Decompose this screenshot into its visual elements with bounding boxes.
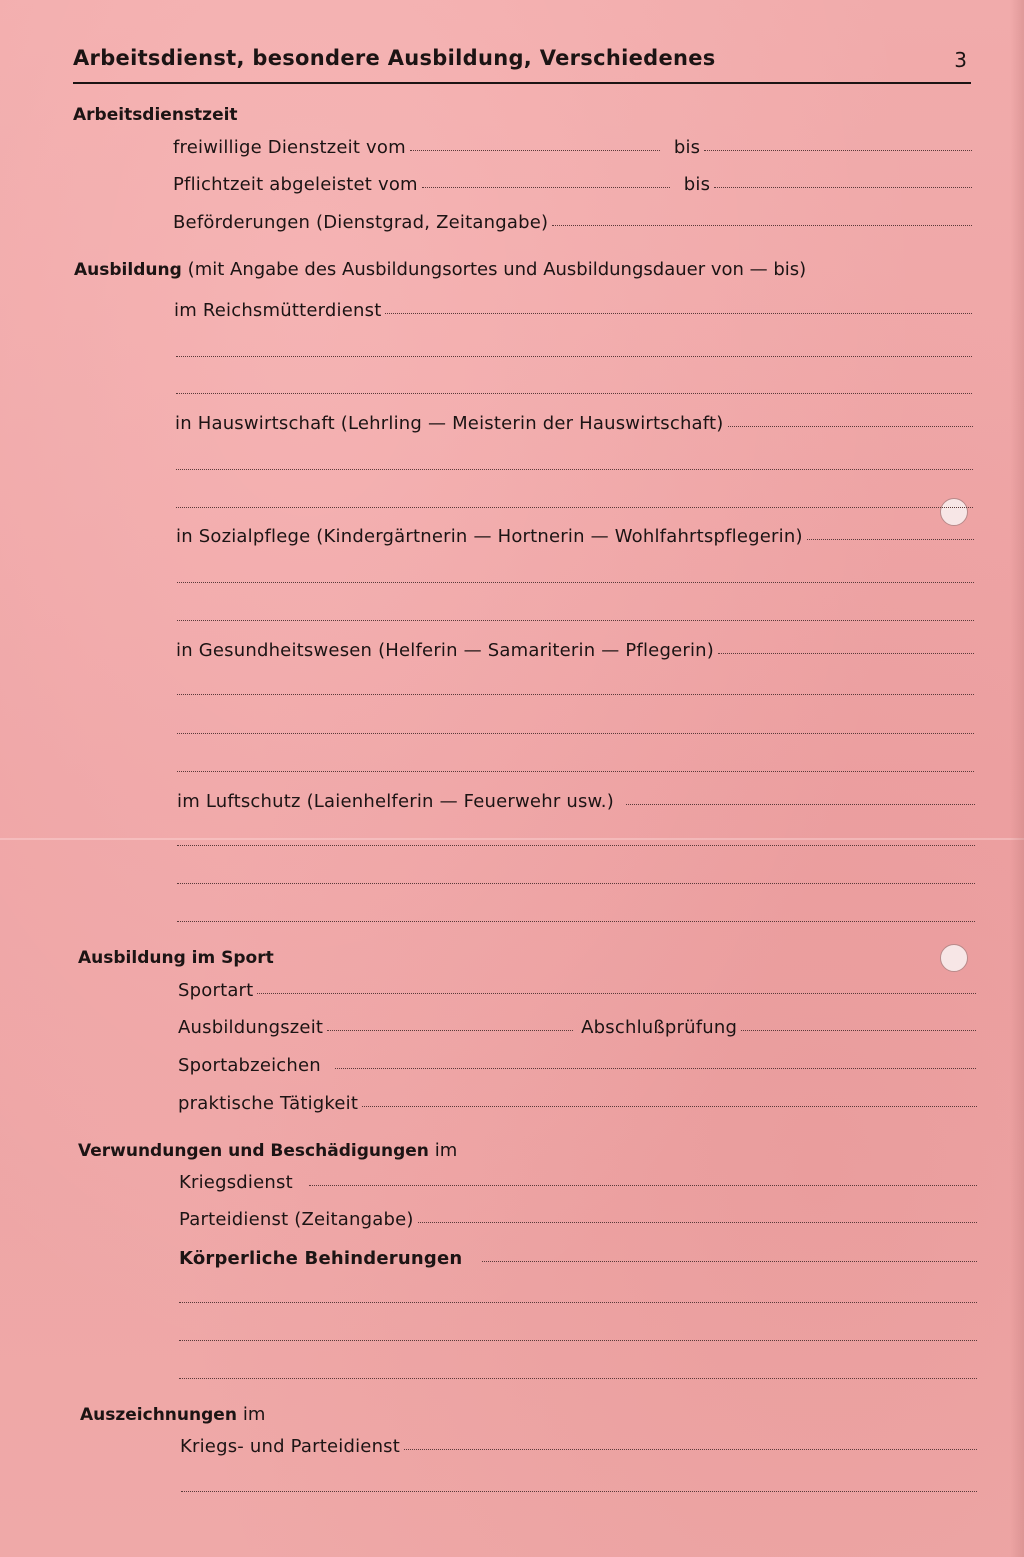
praktische-taetigkeit-row — [178, 1093, 977, 1114]
section-heading-note: (mit Angabe des Ausbildungsortes und Ausbildungsdauer von — bis) — [187, 259, 807, 280]
section-heading-text: Ausbildung im Sport — [78, 948, 274, 968]
koerperliche-behinderungen-label: Körperliche Behinderungen — [179, 1248, 463, 1269]
auszeichnungen-line-2[interactable] — [181, 1491, 977, 1492]
luftschutz-field[interactable] — [626, 804, 975, 805]
page-number: 3 — [954, 48, 967, 72]
kriegs-parteidienst-label: Kriegs- und Parteidienst — [180, 1436, 401, 1457]
section-heading-suffix: im — [242, 1404, 266, 1425]
kriegsdienst-field[interactable] — [309, 1185, 977, 1186]
gesundheitswesen-line-2[interactable] — [177, 694, 974, 695]
bis-label: bis — [683, 174, 711, 195]
praktische-taetigkeit-label: praktische Tätigkeit — [178, 1093, 359, 1114]
freiwillige-dienstzeit-row — [173, 137, 972, 158]
pflicht-vom-field[interactable] — [422, 187, 670, 188]
hauswirtschaft-field[interactable] — [728, 426, 974, 427]
abschlusspruefung-label: Abschlußprüfung — [581, 1017, 738, 1038]
freiwillige-dienstzeit-label: freiwillige Dienstzeit vom — [173, 137, 406, 158]
koerperliche-behinderungen-row — [179, 1248, 977, 1269]
page-title: Arbeitsdienst, besondere Ausbildung, Verschiedenes — [73, 46, 716, 70]
sozialpflege-field[interactable] — [807, 539, 974, 540]
luftschutz-line-2[interactable] — [177, 845, 975, 846]
befoerderungen-field[interactable] — [552, 225, 972, 226]
behinderungen-line-2[interactable] — [179, 1302, 977, 1303]
reichsmuetterdienst-field[interactable] — [385, 313, 972, 314]
sportart-row — [178, 980, 976, 1001]
pflichtzeit-row — [173, 174, 972, 195]
page-header — [73, 44, 971, 84]
section-arbeitsdienst-heading — [73, 105, 238, 125]
ausbildungszeit-field[interactable] — [327, 1030, 573, 1031]
parteidienst-row — [179, 1209, 977, 1230]
section-heading-text: Auszeichnungen — [80, 1405, 237, 1425]
freiwillig-bis-field[interactable] — [704, 150, 972, 151]
punch-hole-bottom — [940, 944, 968, 972]
gesundheitswesen-line-3[interactable] — [177, 733, 974, 734]
freiwillig-vom-field[interactable] — [410, 150, 660, 151]
befoerderungen-label: Beförderungen (Dienstgrad, Zeitangabe) — [173, 212, 549, 233]
praktische-taetigkeit-field[interactable] — [362, 1106, 977, 1107]
punch-hole-top — [940, 498, 968, 526]
ausbildung-hauswirtschaft-row — [175, 413, 973, 434]
sportabzeichen-field[interactable] — [335, 1068, 976, 1069]
paper-edge — [1010, 0, 1024, 1557]
gesundheitswesen-label: in Gesundheitswesen (Helferin — Samariterin — Pflegerin) — [176, 640, 714, 661]
ausbildungszeit-row — [178, 1017, 976, 1038]
bis-label: bis — [673, 137, 701, 158]
section-verwundungen-heading — [78, 1140, 457, 1161]
sportart-field[interactable] — [257, 993, 976, 994]
reichsmuetterdienst-label: im Reichsmütterdienst — [174, 300, 382, 321]
section-heading-text: Ausbildung — [74, 260, 182, 280]
gesundheitswesen-field[interactable] — [718, 653, 974, 654]
ausbildung-reichsmuetterdienst-row — [174, 300, 972, 321]
section-heading-suffix: im — [434, 1140, 458, 1161]
reichsmuetterdienst-line-2[interactable] — [176, 356, 972, 357]
sportart-label: Sportart — [178, 980, 254, 1001]
kriegsdienst-label: Kriegsdienst — [179, 1172, 293, 1193]
gesundheitswesen-line-4[interactable] — [177, 771, 974, 772]
ausbildungszeit-label: Ausbildungszeit — [178, 1017, 324, 1038]
sozialpflege-line-2[interactable] — [177, 582, 974, 583]
section-sport-heading — [78, 948, 274, 968]
behinderungen-line-4[interactable] — [179, 1378, 977, 1379]
section-heading-text: Arbeitsdienstzeit — [73, 105, 238, 125]
luftschutz-line-3[interactable] — [177, 883, 975, 884]
hauswirtschaft-line-2[interactable] — [176, 469, 973, 470]
auszeichnungen-field[interactable] — [404, 1449, 977, 1450]
paper-fold — [0, 838, 1024, 840]
ausbildung-sozialpflege-row — [176, 526, 974, 547]
luftschutz-label: im Luftschutz (Laienhelferin — Feuerwehr usw.) — [177, 791, 614, 812]
kriegsdienst-row — [179, 1172, 977, 1193]
befoerderungen-row — [173, 212, 972, 233]
sozialpflege-label: in Sozialpflege (Kindergärtnerin — Hortnerin — Wohlfahrtspflegerin) — [176, 526, 803, 547]
hauswirtschaft-label: in Hauswirtschaft (Lehrling — Meisterin der Hauswirtschaft) — [175, 413, 724, 434]
pflichtzeit-label: Pflichtzeit abgeleistet vom — [173, 174, 418, 195]
behinderungen-line-3[interactable] — [179, 1340, 977, 1341]
sportabzeichen-row — [178, 1055, 976, 1076]
ausbildung-gesundheitswesen-row — [176, 640, 974, 661]
section-ausbildung-heading — [74, 259, 806, 280]
parteidienst-field[interactable] — [418, 1222, 977, 1223]
section-heading-text: Verwundungen und Beschädigungen — [78, 1141, 429, 1161]
koerperliche-behinderungen-field[interactable] — [482, 1261, 977, 1262]
hauswirtschaft-line-3[interactable] — [176, 507, 973, 508]
luftschutz-line-4[interactable] — [177, 921, 975, 922]
kriegs-parteidienst-row — [180, 1436, 977, 1457]
parteidienst-label: Parteidienst (Zeitangabe) — [179, 1209, 414, 1230]
reichsmuetterdienst-line-3[interactable] — [176, 393, 972, 394]
abschlusspruefung-field[interactable] — [741, 1030, 976, 1031]
ausbildung-luftschutz-row — [177, 791, 975, 812]
sozialpflege-line-3[interactable] — [177, 620, 974, 621]
section-auszeichnungen-heading — [80, 1404, 265, 1425]
pflicht-bis-field[interactable] — [714, 187, 972, 188]
sportabzeichen-label: Sportabzeichen — [178, 1055, 321, 1076]
